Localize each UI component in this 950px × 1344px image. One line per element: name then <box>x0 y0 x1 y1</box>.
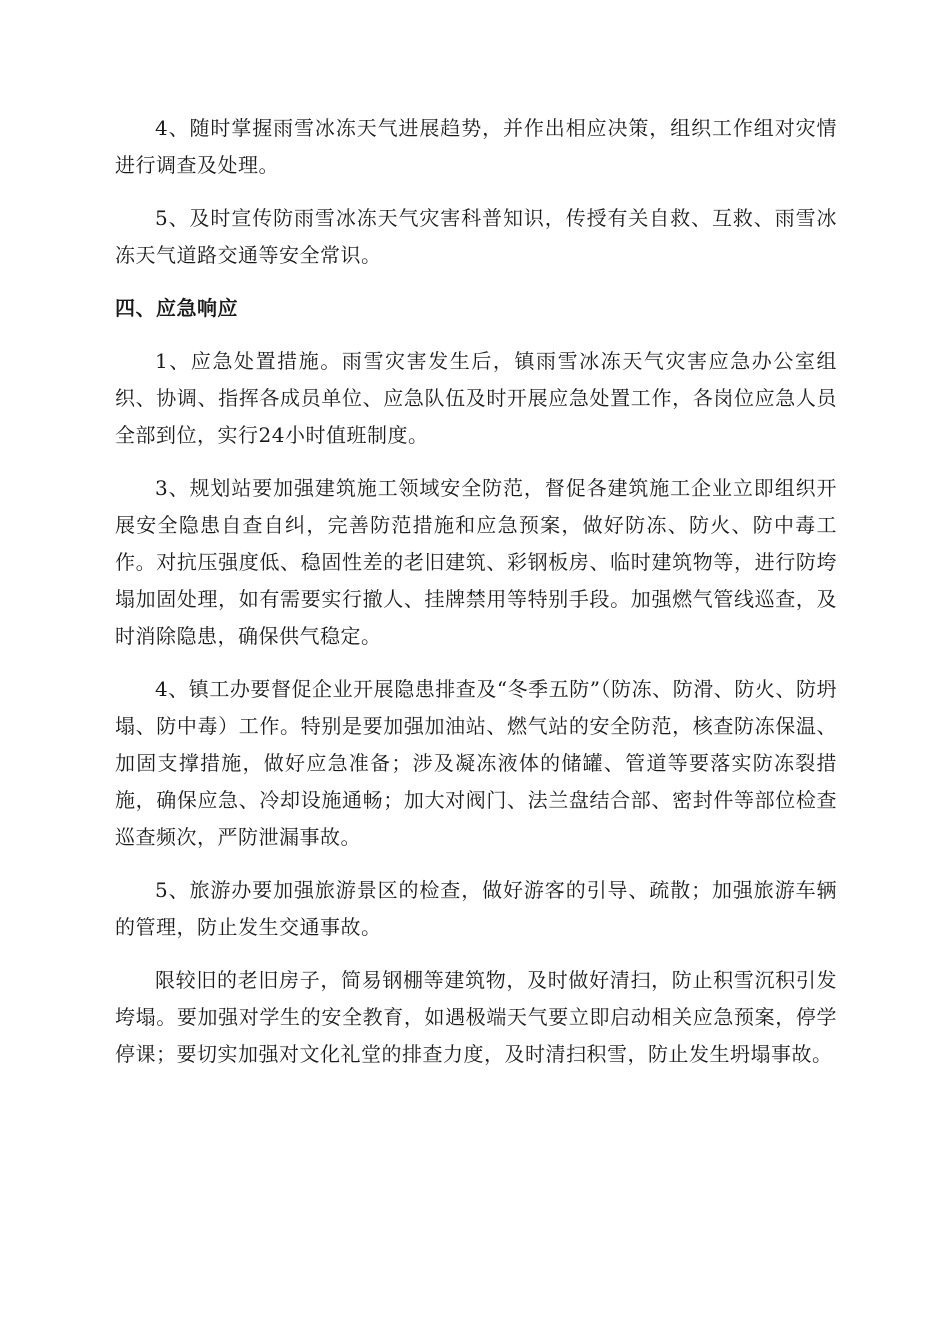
paragraph-item-4: 4、随时掌握雨雪冰冻天气进展趋势，并作出相应决策，组织工作组对灾情进行调查及处理。 <box>115 116 837 177</box>
document-body <box>115 110 837 1089</box>
paragraph-industry-office: 4、镇工办要督促企业开展隐患排查及“冬季五防”（防冻、防滑、防火、防坍塌、防中毒）工作。特别是要加强加油站、燃气站的安全防范，核查防冻保温、加固支撑措施，做好应急准备；涉及凝冻液体的储罐、管道等要落实防冻裂措施，确保应急、冷却设施通畅；加大对阀门、法兰盘结合部、密封件等部位检查巡查频次，严防泄漏事故。 <box>115 677 837 849</box>
paragraph-tourism-office: 5、旅游办要加强旅游景区的检查，做好游客的引导、疏散；加强旅游车辆的管理，防止发生交通事故。 <box>115 878 837 939</box>
paragraph-item-5: 5、及时宣传防雨雪冰冻天气灾害科普知识，传授有关自救、互救、雨雪冰冻天气道路交通等安全常识。 <box>115 206 837 267</box>
paragraph-old-buildings: 限较旧的老旧房子，简易钢棚等建筑物，及时做好清扫，防止积雪沉积引发垮塌。要加强对学生的安全教育，如遇极端天气要立即启动相关应急预案，停学停课；要切实加强对文化礼堂的排查力度，及时清扫积雪，防止发生坍塌事故。 <box>115 968 837 1066</box>
paragraph-emergency-measures: 1、应急处置措施。雨雪灾害发生后，镇雨雪冰冻天气灾害应急办公室组织、协调、指挥各成员单位、应急队伍及时开展应急处置工作，各岗位应急人员全部到位，实行24小时值班制度。 <box>115 349 837 447</box>
section-heading: 四、应急响应 <box>115 296 238 320</box>
paragraph-planning-station: 3、规划站要加强建筑施工领域安全防范，督促各建筑施工企业立即组织开展安全隐患自查自纠，完善防范措施和应急预案，做好防冻、防火、防中毒工作。对抗压强度低、稳固性差的老旧建筑、彩钢板房、临时建筑物等，进行防垮塌加固处理，如有需要实行撤人、挂牌禁用等特别手段。加强燃气管线巡查，及时消除隐患，确保供气稳定。 <box>115 476 837 648</box>
